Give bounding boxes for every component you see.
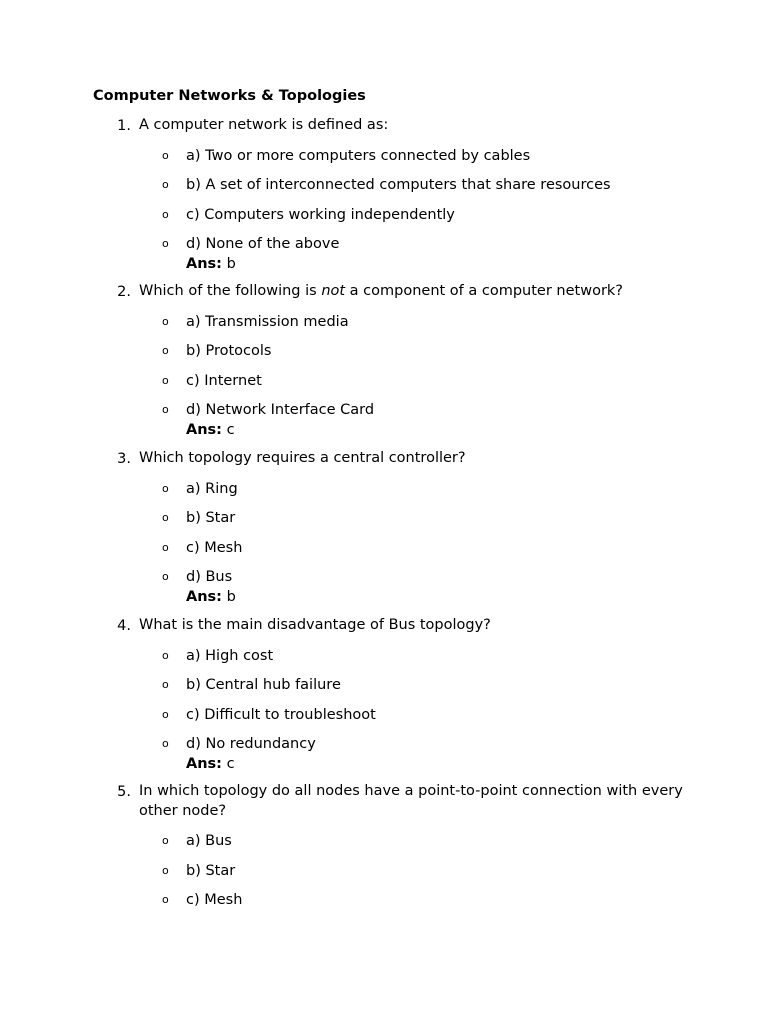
option-text: b) Star [186, 862, 236, 879]
option-text: b) Central hub failure [186, 677, 341, 693]
answer-label: Ans: [186, 422, 222, 438]
question-text [139, 782, 684, 821]
answer-label: Ans: [186, 589, 222, 605]
option-text: d) No redundancy [186, 736, 316, 752]
document-title: Computer Networks & Topologies [93, 88, 366, 104]
answer-value: b [226, 256, 236, 272]
question-number: 3. [117, 451, 131, 467]
option-text: c) Difficult to troubleshoot [186, 706, 376, 723]
option-bullet-icon: o [162, 707, 169, 721]
option-text: d) None of the above [186, 236, 340, 252]
option-text: b) Star [186, 510, 236, 526]
option-bullet-icon: o [162, 237, 169, 250]
option-text: b) Protocols [186, 343, 272, 359]
answer-label: Ans: [186, 256, 222, 272]
option-bullet-icon: o [162, 344, 169, 357]
question-number: 2. [117, 284, 131, 300]
question-text-part: a component of a computer network? [345, 283, 624, 299]
answer-line [186, 754, 235, 774]
option-bullet-icon: o [162, 863, 169, 877]
option-bullet-icon: o [162, 540, 169, 554]
option-text: a) Ring [186, 480, 238, 497]
option-text: a) High cost [186, 647, 274, 664]
option-bullet-icon: o [162, 481, 169, 495]
answer-line [186, 254, 236, 274]
option-text: c) Mesh [186, 539, 243, 556]
option-text: a) Two or more computers connected by cables [186, 147, 531, 164]
option-text: d) Network Interface Card [186, 402, 375, 418]
answer-value: b [226, 589, 236, 605]
option-text: d) Bus [186, 569, 233, 585]
option-bullet-icon: o [162, 403, 169, 416]
option-bullet-icon: o [162, 148, 169, 162]
question-text-part: A computer network is defined as: [139, 117, 389, 133]
option-bullet-icon: o [162, 834, 169, 847]
option-bullet-icon: o [162, 678, 169, 691]
option-bullet-icon: o [162, 570, 169, 583]
answer-line [186, 587, 236, 607]
answer-value: c [226, 422, 235, 438]
option-text: c) Mesh [186, 892, 243, 908]
option-text: a) Transmission media [186, 313, 349, 330]
option-bullet-icon: o [162, 314, 169, 328]
option-text: c) Internet [186, 372, 262, 389]
option-bullet-icon: o [162, 207, 169, 221]
answer-label: Ans: [186, 756, 222, 772]
answer-line [186, 420, 235, 440]
question-text-part: What is the main disadvantage of Bus topology? [139, 617, 491, 633]
question-number: 4. [117, 618, 131, 634]
option-bullet-icon: o [162, 737, 169, 750]
option-text: c) Computers working independently [186, 206, 455, 223]
option-bullet-icon: o [162, 178, 169, 191]
question-text-part: In which topology do all nodes have a point-to-point connection with every other node? [139, 783, 683, 819]
question-text [139, 616, 684, 636]
question-text [139, 449, 684, 469]
question-text [139, 282, 684, 302]
question-text [139, 116, 684, 136]
question-text-emphasis: not [321, 283, 346, 299]
question-text-part: Which topology requires a central controller? [139, 450, 466, 466]
question-number: 1. [117, 118, 131, 134]
answer-value: c [226, 756, 235, 772]
option-text: a) Bus [186, 833, 232, 849]
option-bullet-icon: o [162, 373, 169, 387]
option-bullet-icon: o [162, 893, 169, 906]
option-text: b) A set of interconnected computers that share resources [186, 177, 611, 193]
option-bullet-icon: o [162, 511, 169, 524]
question-text-part: Which of the following is [139, 283, 322, 299]
question-number: 5. [117, 784, 131, 800]
option-bullet-icon: o [162, 648, 169, 662]
